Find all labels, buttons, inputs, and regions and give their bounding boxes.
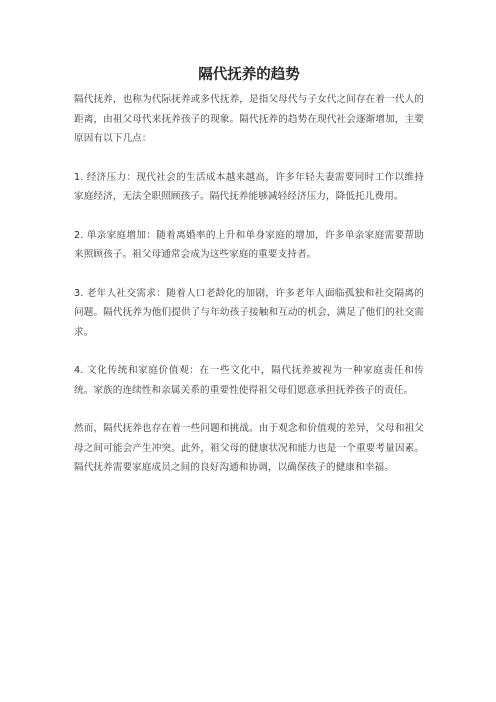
paragraph-challenges: 然而，隔代抚养也存在着一些问题和挑战。由于观念和价值观的差异，父母和祖父母之间可能会产生冲突。此外，祖父母的健康状况和能力也是一个重要考量因素。隔代抚养需要家庭成员之间的良好沟通和协调，以确保孩子的健康和幸福。 [74, 423, 424, 473]
paragraph-intro: 隔代抚养，也称为代际抚养或多代抚养，是指父母代与子女代之间存在着一代人的距离，由祖父母代来抚养孩子的现象。隔代抚养的趋势在现代社会逐渐增加，主要原因有以下几点： [74, 94, 424, 144]
paragraph-economic-pressure: 1. 经济压力：现代社会的生活成本越来越高，许多年轻夫妻需要同时工作以维持家庭经济，无法全职照顾孩子。隔代抚养能够减轻经济压力，降低托儿费用。 [74, 171, 424, 202]
document-body [74, 66, 424, 478]
paragraph-single-parent: 2. 单亲家庭增加：随着离婚率的上升和单身家庭的增加，许多单亲家庭需要帮助来照顾孩子。祖父母通常会成为这些家庭的重要支持者。 [74, 229, 424, 260]
paragraph-elderly-social: 3. 老年人社交需求：随着人口老龄化的加剧，许多老年人面临孤独和社交隔离的问题。隔代抚养为他们提供了与年幼孩子接触和互动的机会，满足了他们的社交需求。 [74, 287, 424, 338]
paragraph-culture-values: 4. 文化传统和家庭价值观：在一些文化中，隔代抚养被视为一种家庭责任和传统。家族的连续性和亲属关系的重要性使得祖父母们愿意承担抚养孩子的责任。 [74, 365, 424, 396]
document-title: 隔代抚养的趋势 [198, 67, 300, 83]
